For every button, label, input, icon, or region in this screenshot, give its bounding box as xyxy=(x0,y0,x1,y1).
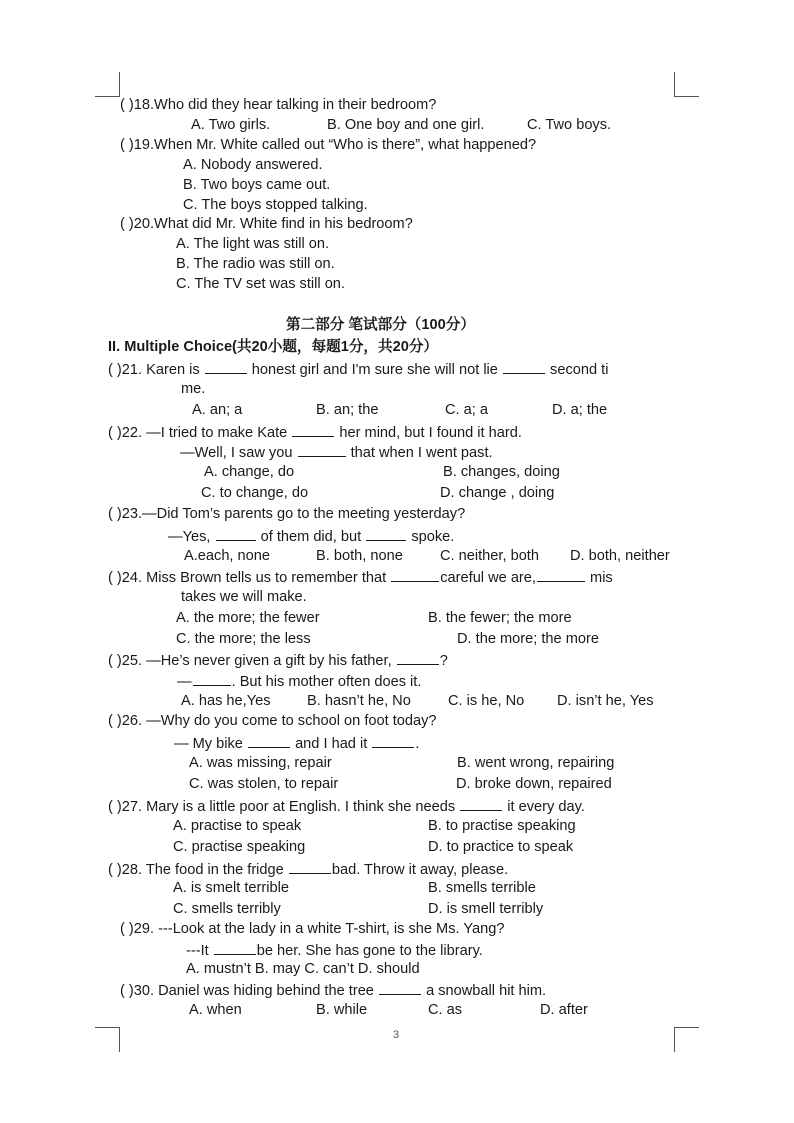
q22-line2b: that when I went past. xyxy=(350,445,493,461)
q29-options: A. mustn’t B. may C. can’t D. should xyxy=(186,961,420,977)
q22-line-two xyxy=(180,443,493,462)
answer-blank xyxy=(298,443,346,457)
q21-option-b: B. an; the xyxy=(316,402,379,418)
question-20-stem: ( )20.What did Mr. White find in his bedroom? xyxy=(120,216,413,232)
q20-option-b: B. The radio was still on. xyxy=(176,256,335,272)
q23-line2c: spoke. xyxy=(411,529,455,545)
q28-end: bad. Throw it away, please. xyxy=(331,862,509,878)
answer-blank xyxy=(248,734,290,748)
q22-option-c: C. to change, do xyxy=(201,485,309,501)
q22-option-b: B. changes, doing xyxy=(443,464,560,480)
q26-line-two xyxy=(174,734,419,753)
question-22-stem xyxy=(108,423,522,442)
answer-blank xyxy=(193,672,231,686)
crop-mark-bottom-right xyxy=(674,1027,699,1028)
q26-option-b: B. went wrong, repairing xyxy=(457,755,615,771)
q29-line-two xyxy=(186,941,483,960)
q25-number: ( )25. —He’s never given a gift by his father, xyxy=(108,653,392,669)
question-18-stem: ( )18.Who did they hear talking in their bedroom? xyxy=(120,97,437,113)
q22-number: ( )22. —I tried to make Kate xyxy=(108,425,288,441)
question-23-stem: ( )23.—Did Tom’s parents go to the meeting yesterday? xyxy=(108,506,466,522)
question-21-stem xyxy=(108,360,608,379)
q21-end: second ti xyxy=(550,362,609,378)
q30-option-b: B. while xyxy=(316,1002,368,1018)
q28-option-d: D. is smell terribly xyxy=(428,901,544,917)
page-number: 3 xyxy=(393,1029,400,1041)
crop-mark-bottom-left xyxy=(119,1027,120,1052)
q30-number: ( )30. Daniel was hiding behind the tree xyxy=(120,983,374,999)
q24-number: ( )24. Miss Brown tells us to remember that xyxy=(108,570,387,586)
q24-option-d: D. the more; the more xyxy=(457,631,599,647)
question-26-stem: ( )26. —Why do you come to school on foot today? xyxy=(108,713,437,729)
q25-option-a: A. has he,Yes xyxy=(181,693,271,709)
q25-option-b: B. hasn’t he, No xyxy=(307,693,411,709)
q24-option-b: B. the fewer; the more xyxy=(428,610,572,626)
q21-option-c: C. a; a xyxy=(445,402,488,418)
q21-continuation: me. xyxy=(181,381,206,397)
question-28-stem xyxy=(108,860,508,879)
q27-option-c: C. practise speaking xyxy=(173,839,306,855)
part-two-title: 第二部分 笔试部分（100分） xyxy=(286,317,475,333)
section-title: II. Multiple Choice(共20小题，每题1分，共20分） xyxy=(108,339,439,355)
answer-blank xyxy=(391,568,439,582)
q21-option-a: A. an; a xyxy=(192,402,243,418)
question-30-stem xyxy=(120,981,546,1000)
q23-line2b: of them did, but xyxy=(260,529,362,545)
q26-option-d: D. broke down, repaired xyxy=(456,776,612,792)
q27-end: it every day. xyxy=(507,799,585,815)
q20-option-a: A. The light was still on. xyxy=(176,236,330,252)
answer-blank xyxy=(292,423,334,437)
q23-line-two xyxy=(168,527,454,546)
q27-option-b: B. to practise speaking xyxy=(428,818,576,834)
answer-blank xyxy=(366,527,406,541)
question-29-stem: ( )29. ---Look at the lady in a white T-shirt, is she Ms. Yang? xyxy=(120,921,505,937)
q26-line2a: — My bike xyxy=(174,736,243,752)
q28-option-a: A. is smelt terrible xyxy=(173,880,289,896)
q30-option-d: D. after xyxy=(540,1002,588,1018)
q28-number: ( )28. The food in the fridge xyxy=(108,862,284,878)
crop-mark-top-right xyxy=(674,72,675,96)
q25-line2b: . But his mother often does it. xyxy=(231,674,422,690)
q20-option-c: C. The TV set was still on. xyxy=(176,276,345,292)
crop-mark-bottom-left xyxy=(95,1027,120,1028)
q29-line2b: be her. She has gone to the library. xyxy=(256,943,483,959)
answer-blank xyxy=(372,734,414,748)
q28-option-b: B. smells terrible xyxy=(428,880,536,896)
q30-option-a: A. when xyxy=(189,1002,242,1018)
q21-option-d: D. a; the xyxy=(552,402,608,418)
q26-line2b: and I had it xyxy=(295,736,368,752)
q30-option-c: C. as xyxy=(428,1002,463,1018)
answer-blank xyxy=(397,651,439,665)
answer-blank xyxy=(289,860,331,874)
q24-option-c: C. the more; the less xyxy=(176,631,311,647)
q26-option-a: A. was missing, repair xyxy=(189,755,332,771)
question-19-stem: ( )19.When Mr. White called out “Who is there”, what happened? xyxy=(120,137,537,153)
crop-mark-top-left xyxy=(119,72,120,96)
crop-mark-bottom-right xyxy=(674,1027,675,1052)
q25-line2a: — xyxy=(177,674,192,690)
crop-mark-top-right xyxy=(674,96,699,97)
question-25-stem xyxy=(108,651,448,670)
q19-option-b: B. Two boys came out. xyxy=(183,177,331,193)
q22-line2a: —Well, I saw you xyxy=(180,445,293,461)
q30-end: a snowball hit him. xyxy=(426,983,547,999)
q23-line2a: —Yes, xyxy=(168,529,211,545)
q25-option-d: D. isn’t he, Yes xyxy=(557,693,654,709)
q27-option-a: A. practise to speak xyxy=(173,818,302,834)
q24-continuation: takes we will make. xyxy=(181,589,307,605)
question-27-stem xyxy=(108,797,585,816)
answer-blank xyxy=(216,527,256,541)
q28-option-c: C. smells terribly xyxy=(173,901,281,917)
q18-option-c: C. Two boys. xyxy=(527,117,612,133)
answer-blank xyxy=(205,360,247,374)
question-24-stem xyxy=(108,568,613,587)
crop-mark-top-left xyxy=(95,96,120,97)
q26-line2c: . xyxy=(415,736,420,752)
q19-option-a: A. Nobody answered. xyxy=(183,157,323,173)
q27-option-d: D. to practice to speak xyxy=(428,839,574,855)
answer-blank xyxy=(537,568,585,582)
q24-option-a: A. the more; the fewer xyxy=(176,610,320,626)
answer-blank xyxy=(460,797,502,811)
q19-option-c: C. The boys stopped talking. xyxy=(183,197,368,213)
q24-end: mis xyxy=(590,570,613,586)
q23-option-a: A.each, none xyxy=(184,548,271,564)
q23-option-c: C. neither, both xyxy=(440,548,539,564)
q24-middle: careful we are, xyxy=(440,570,536,586)
answer-blank xyxy=(214,941,256,955)
q22-option-a: A. change, do xyxy=(204,464,295,480)
q25-end: ? xyxy=(439,653,448,669)
answer-blank xyxy=(503,360,545,374)
q23-option-b: B. both, none xyxy=(316,548,403,564)
q29-line2a: ---It xyxy=(186,943,209,959)
q26-option-c: C. was stolen, to repair xyxy=(189,776,339,792)
q22-option-d: D. change , doing xyxy=(440,485,555,501)
q25-option-c: C. is he, No xyxy=(448,693,525,709)
q27-number: ( )27. Mary is a little poor at English. I think she needs xyxy=(108,799,456,815)
q18-option-a: A. Two girls. xyxy=(191,117,271,133)
q22-middle: her mind, but I found it hard. xyxy=(339,425,522,441)
q23-option-d: D. both, neither xyxy=(570,548,670,564)
q18-option-b: B. One boy and one girl. xyxy=(327,117,485,133)
q21-middle: honest girl and I'm sure she will not lie xyxy=(251,362,498,378)
answer-blank xyxy=(379,981,421,995)
q25-line-two xyxy=(177,672,421,691)
q21-number: ( )21. Karen is xyxy=(108,362,200,378)
